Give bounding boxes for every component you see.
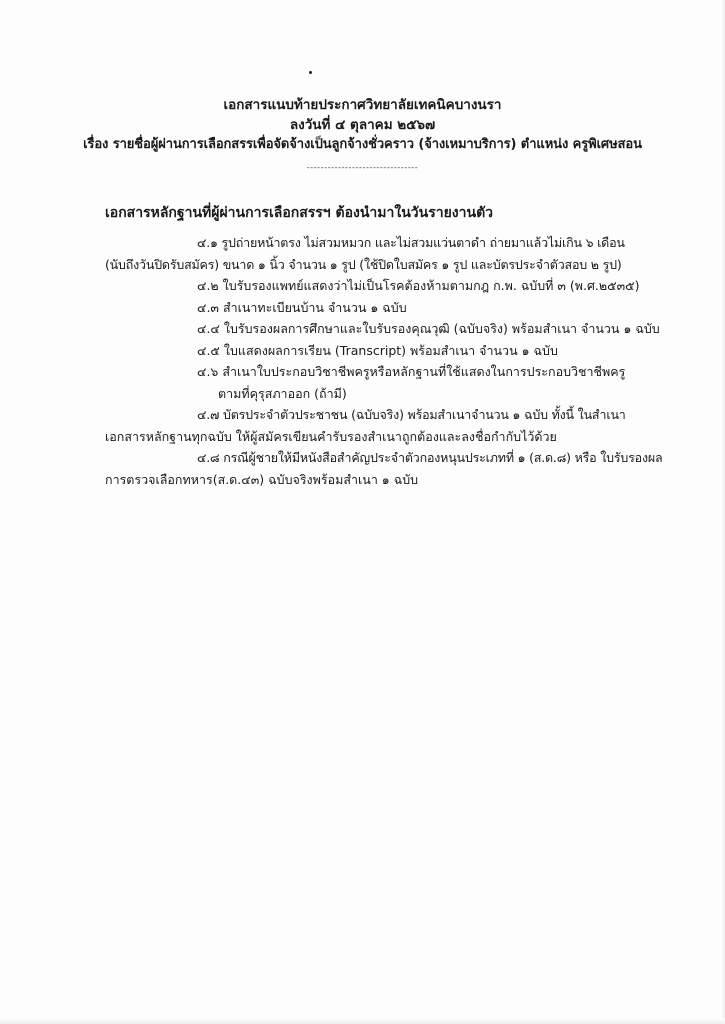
item-continuation: (นับถึงวันปิดรับสมัคร) ขนาด ๑ นิ้ว จำนวน ๑ รูป (ใช้ปิดใบสมัคร ๑ รูป และบัตรประจำตัวสอบ ๒ รูป)	[105, 256, 622, 272]
scan-edge-bottom	[0, 1018, 725, 1024]
item-continuation: การตรวจเลือกทหาร(ส.ด.๔๓) ฉบับจริงพร้อมสำเนา ๑ ฉบับ	[105, 471, 419, 487]
item-text: ๔.๕ ใบแสดงผลการเรียน (Transcript) พร้อมสำเนา จำนวน ๑ ฉบับ	[197, 342, 558, 358]
item-text: ๔.๗ บัตรประจำตัวประชาชน (ฉบับจริง) พร้อมสำเนาจำนวน ๑ ฉบับ ทั้งนี้ ในสำเนา	[197, 407, 626, 422]
list-item	[105, 361, 680, 404]
document-header	[0, 95, 725, 155]
item-text: ๔.๔ ใบรับรองผลการศึกษาและใบรับรองคุณวุฒิ (ฉบับจริง) พร้อมสำเนา จำนวน ๑ ฉบับ	[197, 321, 660, 336]
item-text: ๔.๒ ใบรับรองแพทย์แสดงว่าไม่เป็นโรคต้องห้ามตามกฎ ก.พ. ฉบับที่ ๓ (พ.ศ.๒๕๓๕)	[197, 278, 640, 293]
attachment-title: เอกสารแนบท้ายประกาศวิทยาลัยเทคนิคบางนรา	[223, 97, 502, 113]
header-divider: --------------------------------	[306, 163, 419, 172]
list-item	[105, 404, 680, 447]
item-continuation: ตามที่คุรุสภาออก (ถ้ามี)	[218, 385, 347, 401]
subject-line: เรื่อง รายชื่อผู้ผ่านการเลือกสรรเพื่อจัดจ้างเป็นลูกจ้างชั่วคราว (จ้างเหมาบริการ) ตำแหน่ง ครูพิเศษสอน	[83, 137, 642, 152]
item-text: ๔.๘ กรณีผู้ชายให้มีหนังสือสำคัญประจำตัวกองหนุนประเภทที่ ๑ (ส.ด.๘) หรือ ใบรับรองผล	[197, 450, 663, 465]
item-continuation: เอกสารหลักฐานทุกฉบับ ให้ผู้สมัครเขียนคำรับรองสำเนาถูกต้องและลงชื่อกำกับไว้ด้วย	[105, 428, 557, 444]
item-text: ๔.๑ รูปถ่ายหน้าตรง ไม่สวมหมวก และไม่สวมแว่นตาดำ ถ่ายมาแล้วไม่เกิน ๖ เดือน	[197, 235, 625, 250]
required-documents-list	[105, 232, 680, 490]
item-text: ๔.๓ สำเนาทะเบียนบ้าน จำนวน ๑ ฉบับ	[197, 299, 407, 315]
announcement-date: ลงวันที่ ๔ ตุลาคม ๒๕๖๗	[289, 117, 436, 133]
list-item	[105, 340, 680, 362]
list-item	[105, 232, 680, 275]
list-item	[105, 297, 680, 319]
item-text: ๔.๖ สำเนาใบประกอบวิชาชีพครูหรือหลักฐานที่ใช้แสดงในการประกอบวิชาชีพครู	[197, 364, 626, 379]
list-item	[105, 318, 680, 340]
list-item	[105, 275, 680, 297]
list-item	[105, 447, 680, 490]
scan-speck	[309, 71, 312, 74]
section-heading: เอกสารหลักฐานที่ผู้ผ่านการเลือกสรรฯ ต้องนำมาในวันรายงานตัว	[105, 205, 494, 221]
